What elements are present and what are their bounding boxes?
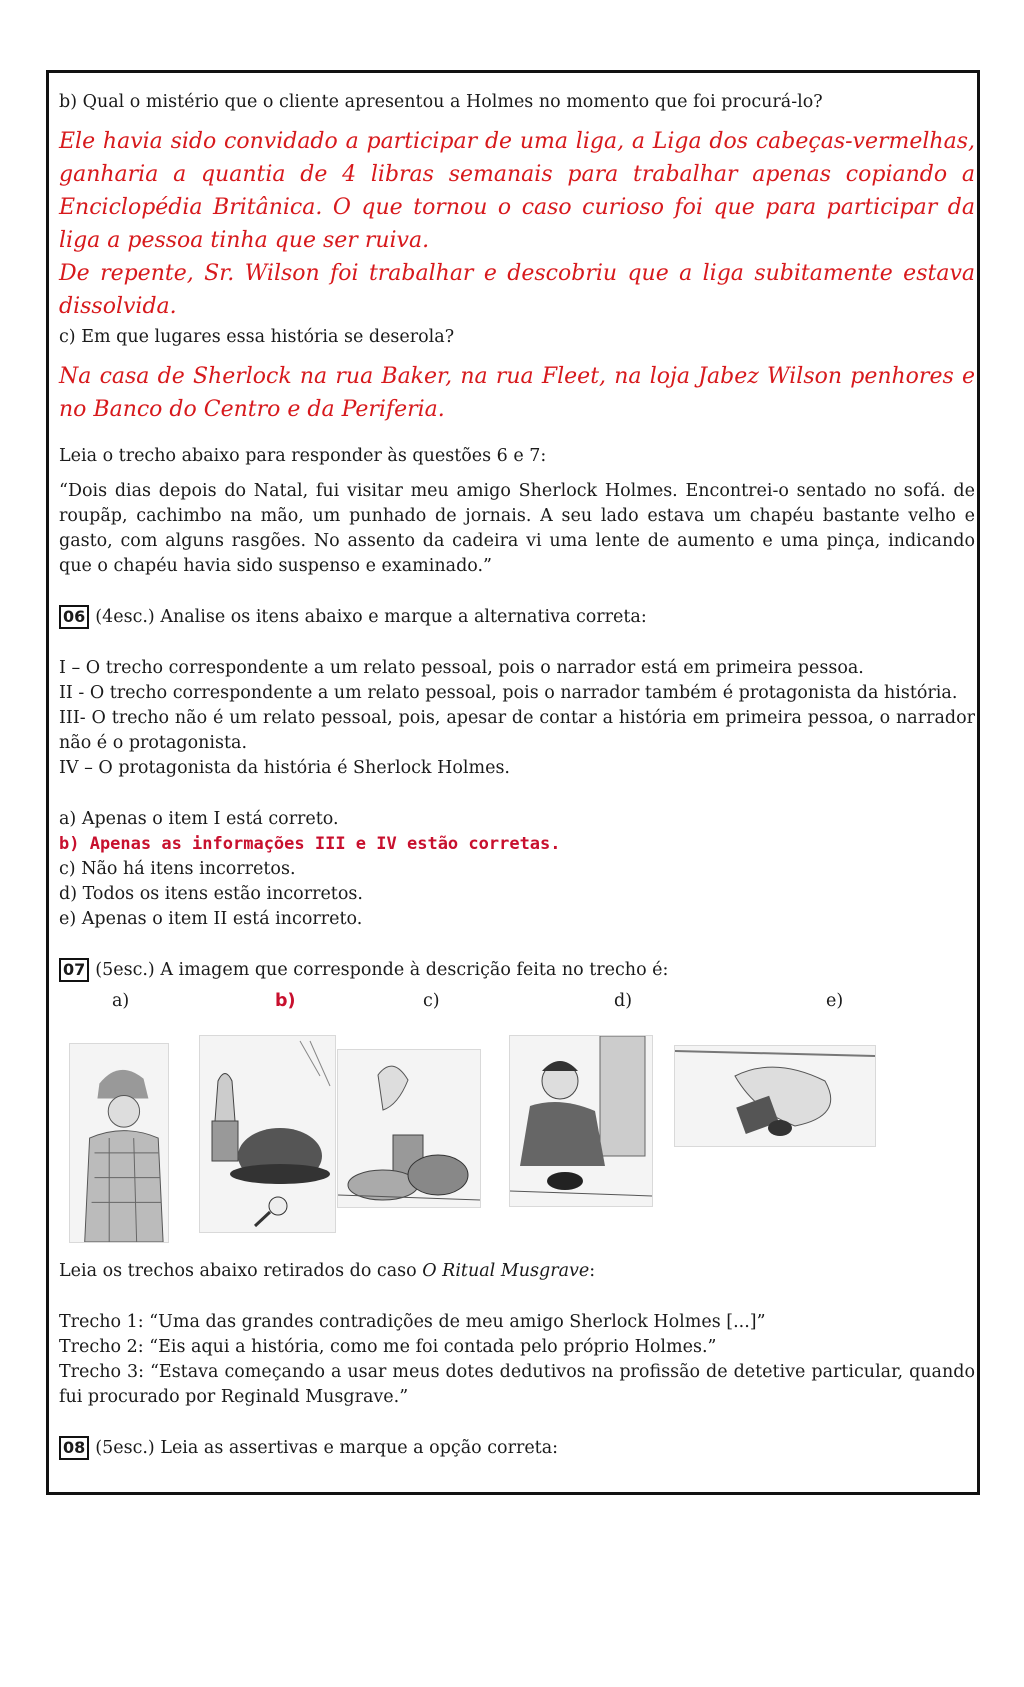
- musgrave-excerpt-1: Trecho 1: “Uma das grandes contradições de meu amigo Sherlock Holmes [...]”: [59, 1312, 766, 1332]
- q6-item-4: IV – O protagonista da história é Sherlock Holmes.: [59, 758, 510, 778]
- question-7-prompt: [59, 958, 975, 983]
- q6-item-1: I – O trecho correspondente a um relato pessoal, pois o narrador está em primeira pessoa.: [59, 658, 864, 678]
- q6-option-a: a) Apenas o item I está correto.: [59, 809, 339, 829]
- image-label-row: [59, 991, 975, 1017]
- q6-item-3: III- O trecho não é um relato pessoal, pois, apesar de contar a história em primeira pessoa, o narrador não é o protagonista.: [59, 708, 975, 753]
- illustration-d-holmes-seated[interactable]: [509, 1035, 653, 1207]
- passage-text: “Dois dias depois do Natal, fui visitar meu amigo Sherlock Holmes. Encontrei-o sentado no sofá. de roupãp, cachimbo na mão, um punhado de jornais. A seu lado estava um chapéu bastante velho e gasto, com alguns rasgões. No assento da cadeira vi uma lente de aumento e uma pinça, indicando que o chapéu havia sido suspenso e examinado.”: [59, 481, 975, 576]
- image-label-e: e): [826, 991, 844, 1011]
- question-7-number: 07: [59, 958, 89, 982]
- answer-5b-part1: Ele havia sido convidado a participar de uma liga, a Liga dos cabeças-vermelhas, ganharia a quantia de 4 libras semanais para trabalhar apenas copiando a Enciclopédia Britânica. O que tornou o caso curioso foi que para participar da liga a pessoa tinha que ser ruiva.: [59, 129, 975, 253]
- musgrave-intro: [59, 1259, 975, 1284]
- musgrave-excerpt-3: Trecho 3: “Estava começando a usar meus dotes dedutivos na profissão de detetive particular, quando fui procurado por Reginald Musgrave.”: [59, 1362, 975, 1407]
- question-6-prompt: [59, 605, 975, 630]
- question-6-text: (4esc.) Analise os itens abaixo e marque a alternativa correta:: [95, 607, 647, 627]
- question-6-number: 06: [59, 605, 89, 629]
- answer-5b-part2: De repente, Sr. Wilson foi trabalhar e descobriu que a liga subitamente estava dissolvida.: [59, 261, 975, 319]
- musgrave-title: O Ritual Musgrave: [422, 1261, 590, 1281]
- image-label-a: a): [112, 991, 130, 1011]
- image-label-c: c): [423, 991, 440, 1011]
- illustration-a-holmes-deerstalker[interactable]: [69, 1043, 169, 1243]
- q6-option-d: d) Todos os itens estão incorretos.: [59, 884, 363, 904]
- question-8-number: 08: [59, 1436, 89, 1460]
- q6-option-e: e) Apenas o item II está incorreto.: [59, 909, 363, 929]
- musgrave-excerpt-2: Trecho 2: “Eis aqui a história, como me foi contada pelo próprio Holmes.”: [59, 1337, 717, 1357]
- question-8-text: (5esc.) Leia as assertivas e marque a opção correta:: [95, 1438, 559, 1458]
- worksheet-content: [59, 90, 975, 1461]
- illustration-row: [59, 1021, 975, 1241]
- image-label-d: d): [614, 991, 633, 1011]
- illustration-b-lamp-hat-lens[interactable]: [199, 1035, 336, 1233]
- illustration-e-lantern-cloth[interactable]: [674, 1045, 876, 1147]
- question-5c: c) Em que lugares essa história se deserola?: [59, 327, 455, 347]
- question-7-text: (5esc.) A imagem que corresponde à descrição feita no trecho é:: [95, 960, 669, 980]
- q6-option-c: c) Não há itens incorretos.: [59, 859, 296, 879]
- musgrave-intro-prefix: Leia os trechos abaixo retirados do caso: [59, 1261, 423, 1281]
- illustration-c-table-objects[interactable]: [337, 1049, 481, 1208]
- image-label-b: b): [275, 991, 296, 1011]
- musgrave-intro-suffix: :: [589, 1261, 596, 1281]
- question-5b: b) Qual o mistério que o cliente apresentou a Holmes no momento que foi procurá-lo?: [59, 92, 823, 112]
- passage-intro: Leia o trecho abaixo para responder às questões 6 e 7:: [59, 446, 547, 466]
- question-8-prompt: [59, 1436, 975, 1461]
- q6-option-b-correct: b) Apenas as informações III e IV estão corretas.: [59, 834, 561, 854]
- q6-item-2: II - O trecho correspondente a um relato pessoal, pois o narrador também é protagonista da história.: [59, 683, 958, 703]
- answer-5c: Na casa de Sherlock na rua Baker, na rua Fleet, na loja Jabez Wilson penhores e no Banco do Centro e da Periferia.: [59, 364, 975, 422]
